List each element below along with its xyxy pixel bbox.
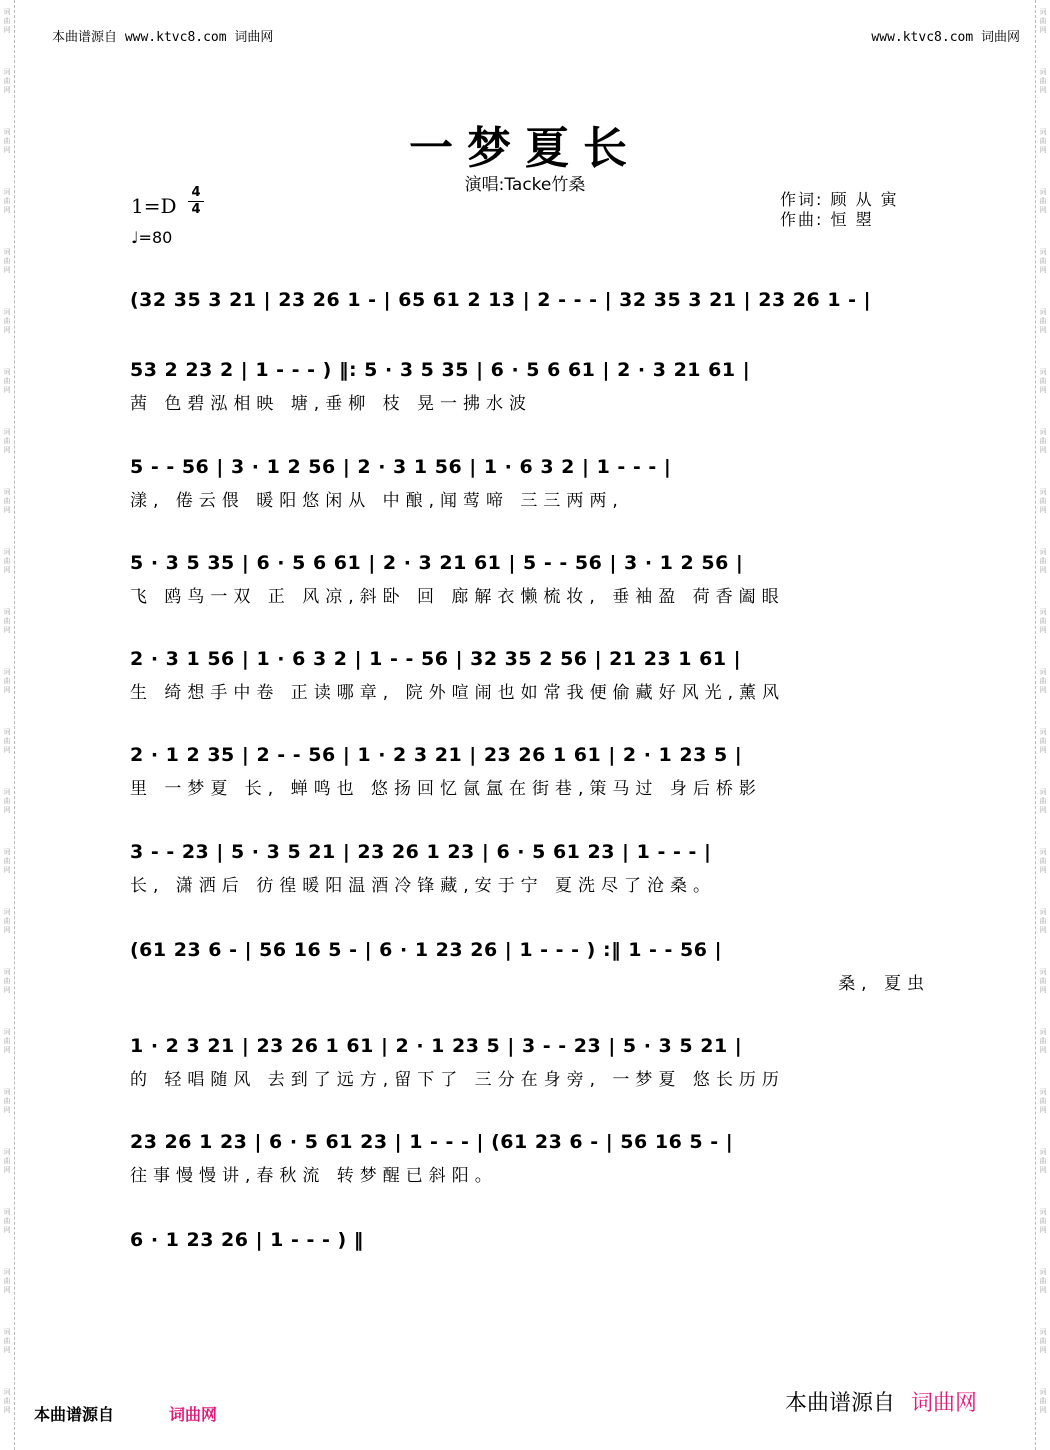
score-line: [130, 930, 930, 998]
side-watermark-text: 词曲网: [1039, 428, 1047, 454]
lyricist-credit: 作词: 顾 从 寅: [780, 190, 899, 209]
side-watermark-text: 词曲网: [3, 608, 11, 634]
side-watermark-text: 词曲网: [3, 368, 11, 394]
singer-credit: 演唱:Tacke竹桑: [464, 175, 586, 195]
score-line: [130, 735, 930, 803]
side-watermark-text: 词曲网: [3, 8, 11, 34]
notation-row: 53 2 23 2 | 1 - - - ) ‖: 5 · 3 5 35 | 6 · 5 6 61 | 2 · 3 21 61 |: [130, 359, 751, 381]
side-watermark-text: 词曲网: [1039, 1088, 1047, 1114]
side-watermark-text: 词曲网: [3, 1148, 11, 1174]
side-watermark-text: 词曲网: [3, 908, 11, 934]
side-watermark-text: 词曲网: [3, 728, 11, 754]
lyrics-row: 长, 潇洒后 彷徨暖阳温酒冷锋藏,安于宁 夏洗尽了沧桑。: [130, 876, 717, 896]
notation-row: (32 35 3 21 | 23 26 1 - | 65 61 2 13 | 2 - - - | 32 35 3 21 | 23 26 1 - |: [130, 289, 872, 311]
side-watermark-text: 词曲网: [1039, 1328, 1047, 1354]
side-watermark-text: 词曲网: [1039, 8, 1047, 34]
side-watermark-text: 词曲网: [1039, 68, 1047, 94]
side-watermark-text: 词曲网: [1039, 128, 1047, 154]
side-watermark-text: 词曲网: [1039, 488, 1047, 514]
notation-row: 1 · 2 3 21 | 23 26 1 61 | 2 · 1 23 5 | 3 - - 23 | 5 · 3 5 21 |: [130, 1035, 743, 1057]
side-watermark-text: 词曲网: [1039, 1268, 1047, 1294]
side-watermark-text: 词曲网: [3, 308, 11, 334]
side-watermark-text: 词曲网: [3, 1268, 11, 1294]
notation-row: (61 23 6 - | 56 16 5 - | 6 · 1 23 26 | 1 - - - ) :‖ 1 - - 56 |: [130, 939, 723, 961]
side-watermark-text: 词曲网: [3, 68, 11, 94]
lyrics-row: 里 一梦夏 长, 蝉鸣也 悠扬回忆氤氲在街巷,策马过 身后桥影: [130, 779, 762, 799]
time-signature: [188, 186, 204, 217]
footer-left-brand[interactable]: 词曲网: [169, 1405, 218, 1424]
side-watermark-text: 词曲网: [3, 968, 11, 994]
footer-right-brand[interactable]: 词曲网: [911, 1391, 978, 1416]
side-watermark-text: 词曲网: [1039, 188, 1047, 214]
header-left-source: 本曲谱源自 www.ktvc8.com 词曲网: [52, 30, 274, 45]
side-watermark-text: 词曲网: [1039, 908, 1047, 934]
score-line: [130, 1220, 930, 1288]
side-watermark-text: 词曲网: [1039, 548, 1047, 574]
notation-row: 3 - - 23 | 5 · 3 5 21 | 23 26 1 23 | 6 · 5 61 23 | 1 - - - |: [130, 841, 712, 863]
side-watermark-text: 词曲网: [3, 1088, 11, 1114]
score-line: [130, 280, 930, 348]
lyrics-row: [130, 1260, 930, 1288]
lyrics-row: 飞 鸥鸟一双 正 风凉,斜卧 回 廊解衣懒梳妆, 垂袖盈 荷香阖眼: [130, 587, 785, 607]
header-right-source: www.ktvc8.com 词曲网: [871, 30, 1020, 45]
lyrics-row: 往事慢慢讲,春秋流 转梦醒已斜阳。: [130, 1166, 498, 1186]
lyrics-row: [130, 320, 930, 348]
notation-row: 2 · 1 2 35 | 2 - - 56 | 1 · 2 3 21 | 23 26 1 61 | 2 · 1 23 5 |: [130, 744, 743, 766]
song-title: 一梦夏长: [409, 123, 641, 174]
side-watermark-text: 词曲网: [3, 488, 11, 514]
side-watermark-text: 词曲网: [1039, 368, 1047, 394]
side-watermark-text: 词曲网: [3, 1028, 11, 1054]
footer-right: [785, 1386, 977, 1417]
side-watermark-text: 词曲网: [1039, 248, 1047, 274]
lyrics-row: 桑, 夏虫: [838, 974, 930, 994]
notation-row: 23 26 1 23 | 6 · 5 61 23 | 1 - - - | (61 23 6 - | 56 16 5 - |: [130, 1131, 734, 1153]
side-watermark-text: 词曲网: [1039, 1028, 1047, 1054]
score-line: [130, 447, 930, 515]
footer-left-text: 本曲谱源自: [34, 1405, 115, 1424]
side-watermark-text: 词曲网: [3, 848, 11, 874]
footer-left: [34, 1402, 217, 1425]
side-watermark-text: 词曲网: [1039, 1388, 1047, 1414]
side-watermark-text: 词曲网: [1039, 728, 1047, 754]
lyrics-row: 漾, 倦云偎 暖阳悠闲从 中酿,闻莺啼 三三两两,: [130, 491, 624, 511]
side-watermark-text: 词曲网: [3, 428, 11, 454]
notation-row: 2 · 3 1 56 | 1 · 6 3 2 | 1 - - 56 | 32 35 2 56 | 21 23 1 61 |: [130, 648, 742, 670]
score-line: [130, 350, 930, 418]
footer-right-text: 本曲谱源自: [785, 1391, 896, 1416]
side-watermark-text: 词曲网: [1039, 848, 1047, 874]
side-watermark-text: 词曲网: [3, 128, 11, 154]
side-watermark-text: 词曲网: [3, 788, 11, 814]
score-line: [130, 1122, 930, 1190]
composer-credit: 作曲: 恒 曌: [780, 210, 874, 229]
side-watermark-text: 词曲网: [3, 548, 11, 574]
side-watermark-text: 词曲网: [1039, 788, 1047, 814]
side-watermark-text: 词曲网: [1039, 308, 1047, 334]
notation-row: 5 - - 56 | 3 · 1 2 56 | 2 · 3 1 56 | 1 · 6 3 2 | 1 - - - |: [130, 456, 672, 478]
side-watermark-text: 词曲网: [1039, 1148, 1047, 1174]
side-watermark-text: 词曲网: [3, 248, 11, 274]
score-line: [130, 543, 930, 611]
score-line: [130, 832, 930, 900]
side-watermark-text: 词曲网: [3, 1208, 11, 1234]
notation-row: 6 · 1 23 26 | 1 - - - ) ‖: [130, 1229, 364, 1251]
credits: [780, 190, 899, 230]
side-watermark-text: 词曲网: [3, 188, 11, 214]
side-watermark-text: 词曲网: [3, 1388, 11, 1414]
time-signature-bottom: 4: [191, 202, 201, 217]
score-line: [130, 1026, 930, 1094]
side-watermark-text: 词曲网: [1039, 668, 1047, 694]
time-signature-top: 4: [191, 185, 201, 200]
notation-row: 5 · 3 5 35 | 6 · 5 6 61 | 2 · 3 21 61 | 5 - - 56 | 3 · 1 2 56 |: [130, 552, 744, 574]
key-signature: 1=D: [131, 194, 177, 218]
score-line: [130, 639, 930, 707]
side-watermark-text: 词曲网: [3, 668, 11, 694]
lyrics-row: 生 绮想手中卷 正读哪章, 院外喧闹也如常我便偷藏好风光,薰风: [130, 683, 786, 703]
side-watermark-text: 词曲网: [1039, 968, 1047, 994]
side-watermark-text: 词曲网: [1039, 1208, 1047, 1234]
lyrics-row: 的 轻唱随风 去到了远方,留下了 三分在身旁, 一梦夏 悠长历历: [130, 1070, 785, 1090]
lyrics-row: 茜 色碧泓相映 塘,垂柳 枝 晃一拂水波: [130, 394, 533, 414]
tempo-marking: ♩=80: [131, 228, 173, 247]
side-watermark-text: 词曲网: [1039, 608, 1047, 634]
side-watermark-text: 词曲网: [3, 1328, 11, 1354]
